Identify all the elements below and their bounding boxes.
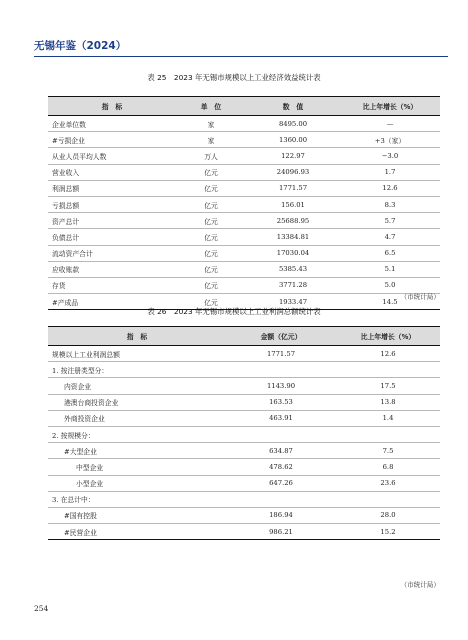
row-growth: 4.7 [340, 229, 440, 245]
row-growth: 6.5 [340, 245, 440, 261]
row-value: 5385.43 [246, 261, 340, 277]
row-unit: 家 [176, 116, 246, 132]
row-amount: 163.53 [226, 394, 336, 410]
row-indicator: 规模以上工业利润总额 [48, 346, 226, 362]
row-value: 122.97 [246, 148, 340, 164]
row-value: 25688.95 [246, 213, 340, 229]
row-unit: 亿元 [176, 277, 246, 293]
table-row [48, 426, 440, 442]
row-indicator: 3. 在总计中： [48, 491, 226, 507]
row-indicator: 营业收入 [48, 164, 176, 180]
table-row [48, 475, 440, 491]
row-indicator: 流动资产合计 [48, 245, 176, 261]
table-row [48, 394, 440, 410]
table-row [48, 277, 440, 293]
row-indicator: 1. 按注册类型分： [48, 362, 226, 378]
row-indicator: 内资企业 [48, 378, 226, 394]
row-indicator: #民营企业 [48, 524, 226, 540]
row-indicator: 存货 [48, 277, 176, 293]
row-growth: 14.5 [340, 294, 440, 310]
table-row [48, 524, 440, 540]
page-number: 254 [34, 604, 49, 613]
table26-header-growth: 比上年增长（%） [336, 327, 440, 346]
row-unit: 亿元 [176, 180, 246, 196]
table-row [48, 491, 440, 507]
row-unit: 家 [176, 132, 246, 148]
row-indicator: 资产总计 [48, 213, 176, 229]
row-growth: +3（家） [340, 132, 440, 148]
row-indicator: #国有控股 [48, 507, 226, 523]
row-growth: 17.5 [336, 378, 440, 394]
row-amount: 186.94 [226, 507, 336, 523]
row-value: 1360.00 [246, 132, 340, 148]
row-indicator: 企业单位数 [48, 116, 176, 132]
table-row [48, 180, 440, 196]
table25-header-unit: 单 位 [176, 97, 246, 116]
table25-header-growth: 比上年增长（%） [340, 97, 440, 116]
table-row [48, 410, 440, 426]
table-row [48, 362, 440, 378]
row-unit: 万人 [176, 148, 246, 164]
row-indicator: 利润总额 [48, 180, 176, 196]
table25 [48, 96, 440, 310]
row-indicator: 负债总计 [48, 229, 176, 245]
row-unit: 亿元 [176, 245, 246, 261]
row-value: 156.01 [246, 196, 340, 212]
row-unit: 亿元 [176, 164, 246, 180]
table26-header-amount: 金额（亿元） [226, 327, 336, 346]
header-divider [34, 56, 448, 57]
row-amount: 986.21 [226, 524, 336, 540]
table-row [48, 443, 440, 459]
table26 [48, 326, 440, 540]
table-row [48, 459, 440, 475]
row-amount: 1143.90 [226, 378, 336, 394]
row-indicator: 小型企业 [48, 475, 226, 491]
row-indicator: 中型企业 [48, 459, 226, 475]
row-growth: 7.5 [336, 443, 440, 459]
row-growth: — [340, 116, 440, 132]
row-growth: 23.6 [336, 475, 440, 491]
table-row [48, 196, 440, 212]
row-growth [336, 491, 440, 507]
row-amount: 463.91 [226, 410, 336, 426]
row-unit: 亿元 [176, 213, 246, 229]
table26-header-indicator: 指 标 [48, 327, 226, 346]
row-growth: 6.8 [336, 459, 440, 475]
row-indicator: #产成品 [48, 294, 176, 310]
table-row [48, 346, 440, 362]
row-unit: 亿元 [176, 196, 246, 212]
row-indicator: 从业人员平均人数 [48, 148, 176, 164]
row-value: 1933.47 [246, 294, 340, 310]
table26-caption: 表 26 2023 年无锡市规模以上工业利润总额统计表 [147, 307, 321, 316]
row-value: 17030.04 [246, 245, 340, 261]
row-amount: 647.26 [226, 475, 336, 491]
row-unit: 亿元 [176, 294, 246, 310]
row-indicator: 应收账款 [48, 261, 176, 277]
table-row [48, 378, 440, 394]
row-growth [336, 426, 440, 442]
row-value: 24096.93 [246, 164, 340, 180]
row-indicator: 亏损总额 [48, 196, 176, 212]
row-unit: 亿元 [176, 261, 246, 277]
row-indicator: 港澳台商投资企业 [48, 394, 226, 410]
row-value: 3771.28 [246, 277, 340, 293]
row-value: 13384.81 [246, 229, 340, 245]
table25-header-indicator: 指 标 [48, 97, 176, 116]
table26-source-note: （市统计局） [400, 581, 440, 589]
table-row [48, 213, 440, 229]
row-indicator: 外商投资企业 [48, 410, 226, 426]
table-row [48, 116, 440, 132]
table-row [48, 507, 440, 523]
row-unit: 亿元 [176, 229, 246, 245]
row-amount [226, 362, 336, 378]
row-growth: 28.0 [336, 507, 440, 523]
row-growth: 12.6 [340, 180, 440, 196]
row-growth: 8.3 [340, 196, 440, 212]
table-row [48, 229, 440, 245]
table25-header-value: 数 值 [246, 97, 340, 116]
yearbook-title: 无锡年鉴（2024） [34, 40, 127, 52]
row-growth: 5.0 [340, 277, 440, 293]
row-indicator: #亏损企业 [48, 132, 176, 148]
row-growth: −3.0 [340, 148, 440, 164]
row-amount [226, 491, 336, 507]
row-amount: 634.87 [226, 443, 336, 459]
table25-source-note: （市统计局） [400, 293, 440, 301]
table-row [48, 245, 440, 261]
row-growth: 13.8 [336, 394, 440, 410]
row-growth: 1.7 [340, 164, 440, 180]
row-growth: 5.1 [340, 261, 440, 277]
table-row [48, 132, 440, 148]
table-row [48, 261, 440, 277]
row-value: 1771.57 [246, 180, 340, 196]
row-growth [336, 362, 440, 378]
row-amount: 478.62 [226, 459, 336, 475]
row-growth: 5.7 [340, 213, 440, 229]
row-amount [226, 426, 336, 442]
table25-caption: 表 25 2023 年无锡市规模以上工业经济效益统计表 [147, 73, 321, 82]
row-growth: 1.4 [336, 410, 440, 426]
row-amount: 1771.57 [226, 346, 336, 362]
row-growth: 15.2 [336, 524, 440, 540]
row-growth: 12.6 [336, 346, 440, 362]
row-indicator: #大型企业 [48, 443, 226, 459]
table-row [48, 148, 440, 164]
row-indicator: 2. 按规模分： [48, 426, 226, 442]
table-row [48, 164, 440, 180]
row-value: 8495.00 [246, 116, 340, 132]
